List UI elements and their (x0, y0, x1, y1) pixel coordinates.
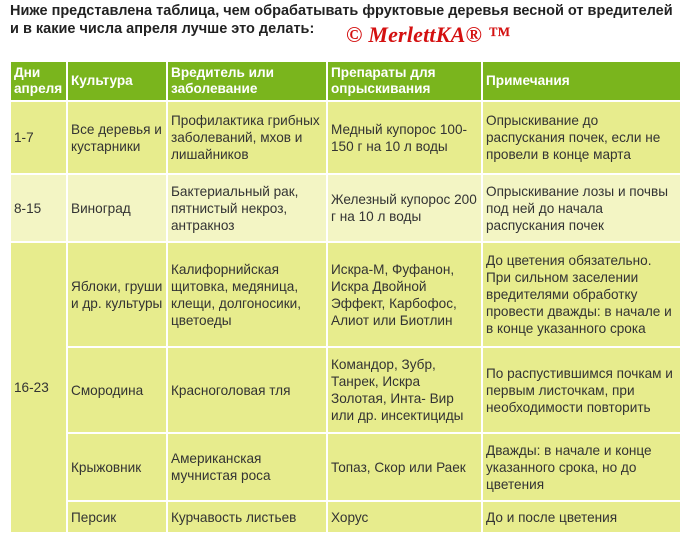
table-row (10, 242, 681, 347)
header-crop: Культура (67, 61, 167, 101)
cell-crop: Персик (67, 501, 167, 533)
cell-notes: По распустившимся почкам и первым листочкам, при необходимости повторить (482, 347, 681, 433)
cell-notes: До и после цветения (482, 501, 681, 533)
header-days: Дни апреля (10, 61, 67, 101)
table-row (10, 501, 681, 533)
cell-pest: Профилактика грибных заболеваний, мхов и лишайников (167, 101, 327, 174)
cell-crop: Виноград (67, 174, 167, 242)
cell-days: 16-23 (10, 242, 67, 533)
cell-pest: Курчавость листьев (167, 501, 327, 533)
table-row (10, 433, 681, 501)
header-notes: Примечания (482, 61, 681, 101)
cell-notes: Опрыскивание лозы и почвы под ней до начала распускания почек (482, 174, 681, 242)
table-row (10, 347, 681, 433)
cell-notes: Опрыскивание до распускания почек, если не провели в конце марта (482, 101, 681, 174)
cell-pest: Бактериальный рак, пятнистый некроз, антракноз (167, 174, 327, 242)
intro-line-1: Ниже представлена таблица, чем обрабатывать фруктовые деревья весной от вредителей (10, 3, 673, 19)
table-header-row (10, 61, 681, 101)
table-row (10, 101, 681, 174)
cell-crop: Крыжовник (67, 433, 167, 501)
cell-pest: Американская мучнистая роса (167, 433, 327, 501)
header-pest: Вредитель или заболевание (167, 61, 327, 101)
cell-preparation: Железный купорос 200 г на 10 л воды (327, 174, 482, 242)
cell-preparation: Медный купорос 100-150 г на 10 л воды (327, 101, 482, 174)
table-row (10, 174, 681, 242)
intro-line-2: и в какие числа апреля лучше это делать: (10, 21, 315, 37)
cell-crop: Все деревья и кустарники (67, 101, 167, 174)
cell-days: 1-7 (10, 101, 67, 174)
cell-preparation: Командор, Зубр, Танрек, Искра Золотая, Инта- Вир или др. инсектициды (327, 347, 482, 433)
cell-pest: Калифорнийская щитовка, медяница, клещи, долгоносики, цветоеды (167, 242, 327, 347)
cell-pest: Красноголовая тля (167, 347, 327, 433)
cell-crop: Смородина (67, 347, 167, 433)
cell-notes: До цветения обязательно. При сильном заселении вредителями обработку провести дважды: в начале и в конце указанного срока (482, 242, 681, 347)
cell-preparation: Искра-М, Фуфанон, Искра Двойной Эффект, Карбофос, Алиот или Биотлин (327, 242, 482, 347)
cell-crop: Яблоки, груши и др. культуры (67, 242, 167, 347)
header-preparation: Препараты для опрыскивания (327, 61, 482, 101)
cell-days: 8-15 (10, 174, 67, 242)
cell-preparation: Хорус (327, 501, 482, 533)
cell-preparation: Топаз, Скор или Раек (327, 433, 482, 501)
spraying-schedule-table (9, 60, 682, 534)
cell-notes: Дважды: в начале и конце указанного срока, но до цветения (482, 433, 681, 501)
copyright-watermark: © MerlettKA® ™ (346, 22, 511, 47)
